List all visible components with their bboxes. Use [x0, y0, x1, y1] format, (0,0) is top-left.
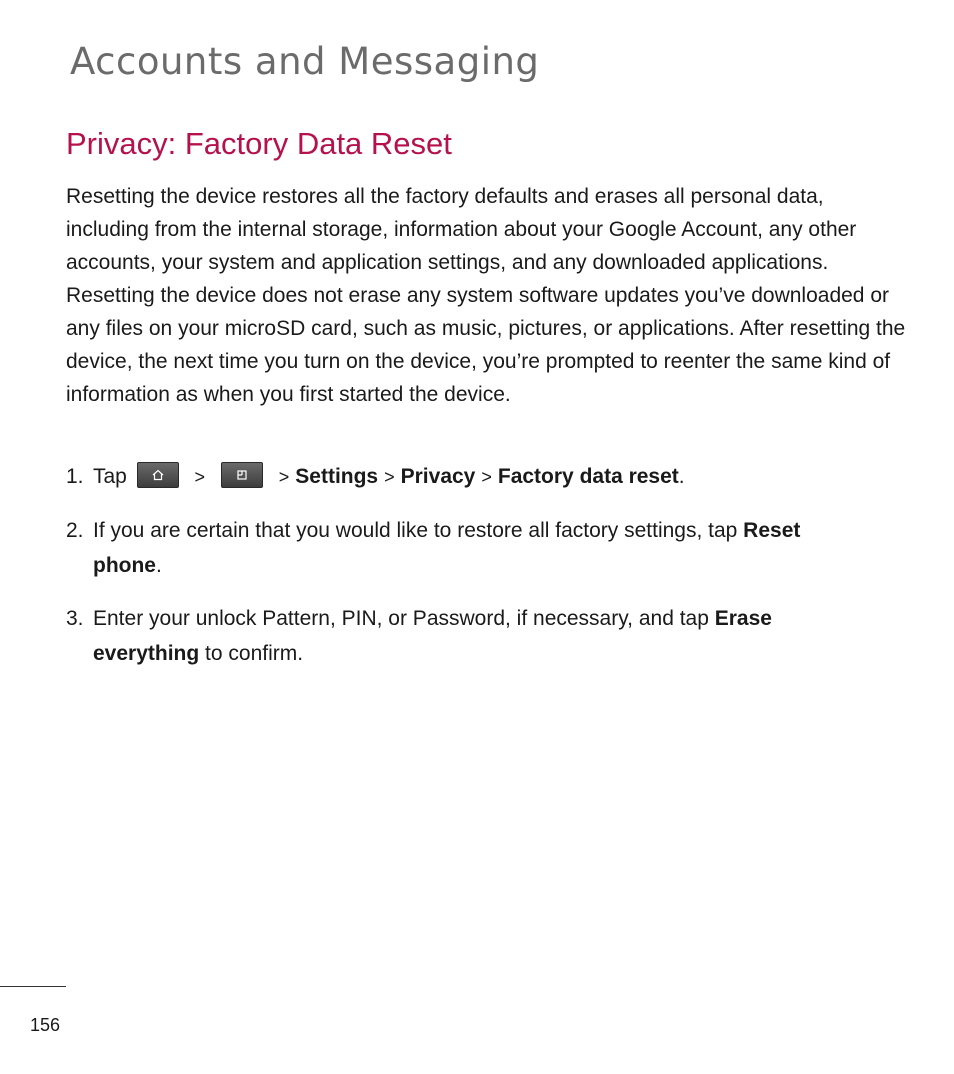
path-separator: >	[481, 467, 492, 487]
path-separator: >	[278, 467, 290, 487]
step-number: 2.	[66, 519, 84, 542]
step-end: .	[156, 554, 162, 577]
erase-everything-label-cont: everything	[93, 642, 200, 665]
path-separator: >	[194, 467, 206, 487]
section-heading: Privacy: Factory Data Reset	[66, 126, 452, 161]
reset-phone-label: Reset	[743, 519, 801, 542]
path-separator: >	[384, 467, 395, 487]
step-end: to confirm.	[205, 642, 304, 665]
reset-phone-label-cont: phone	[93, 554, 156, 577]
page-number: 156	[30, 1015, 61, 1035]
path-settings: Settings	[295, 465, 379, 488]
step-2	[66, 513, 896, 583]
step-1	[66, 459, 896, 495]
footer-rule	[0, 986, 66, 987]
step-3	[66, 601, 896, 671]
path-privacy: Privacy	[400, 465, 476, 488]
step-number: 3.	[66, 607, 84, 630]
step-end: .	[678, 465, 685, 488]
intro-paragraph: Resetting the device restores all the factory defaults and erases all personal data, including from the internal storage, information about your Google Account, any other accounts, your system and application settings, and any downloaded applications. Resetting the device does not erase any system software updates you’ve downloaded or any files on your microSD card, such as music, pictures, or applications. After resetting the device, the next time you turn on the device, you’re prompted to reenter the same kind of information as when you first started the device.	[66, 185, 906, 406]
step-text: Tap	[93, 465, 127, 488]
step-text: Enter your unlock Pattern, PIN, or Password, if necessary, and tap	[93, 607, 709, 630]
chapter-title: Accounts and Messaging	[70, 40, 540, 83]
step-number: 1.	[66, 465, 84, 488]
home-key-icon	[137, 462, 179, 488]
menu-key-icon	[221, 462, 263, 488]
erase-everything-label: Erase	[714, 607, 772, 630]
path-factory-data-reset: Factory data reset	[497, 465, 679, 488]
step-text: If you are certain that you would like to restore all factory settings, tap	[93, 519, 738, 542]
